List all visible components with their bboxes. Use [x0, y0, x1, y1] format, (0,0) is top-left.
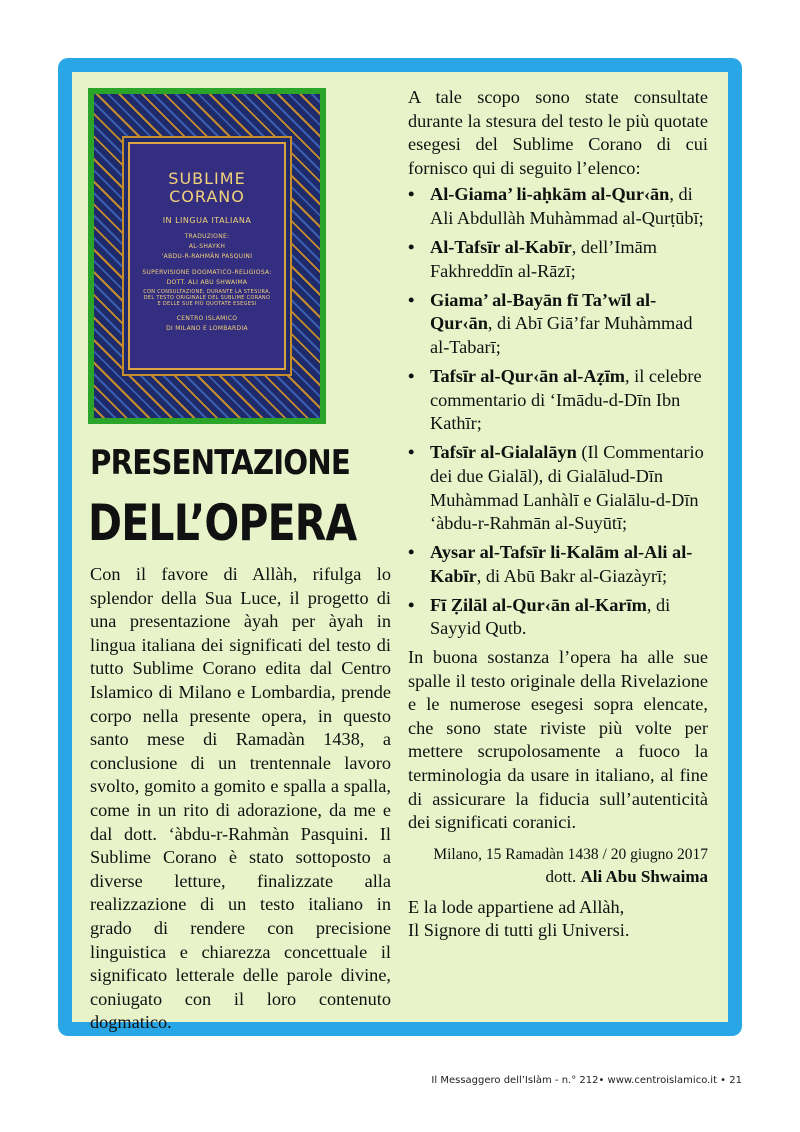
source-title: Al-Tafsīr al-Kabīr	[430, 237, 572, 258]
cover-translator-2: 'ABDU-R-RAHMÂN PASQUINI	[161, 253, 253, 260]
list-item	[408, 365, 708, 436]
heading-line-2: DELL’OPERA	[88, 494, 357, 552]
source-title: Al-Giama’ li-aḥkām al-Qur‹ān	[430, 184, 670, 205]
source-detail: (Il Commentario dei due Gialāl), di Gialālud-Dīn Muhàmmad Lanhàlī e Gialālu-d-Dīn ‘àbdu-r-Rahmān al-Suyūtī;	[430, 442, 704, 534]
bullet: •	[408, 366, 415, 387]
bullet: •	[408, 594, 415, 615]
place-date: Milano, 15 Ramadàn 1438 / 20 giugno 2017	[433, 845, 708, 863]
list-item	[408, 441, 708, 535]
bullet: •	[408, 289, 415, 310]
cover-note-2: DEL TESTO ORIGINALE DEL SUBLIME CORANO	[143, 295, 271, 301]
source-detail: , di Abī Giā’far Muhàmmad al-Tabarī;	[430, 313, 693, 357]
source-detail: , di Sayyid Qutb.	[430, 594, 671, 639]
bullet: •	[408, 442, 415, 463]
cover-translator-1: AL-SHAYKH	[188, 243, 226, 250]
signature	[408, 866, 708, 888]
closing-line-1: E la lode appartiene ad Allàh,	[408, 896, 625, 917]
source-title: Fī Ẓilāl al-Qur‹ān al-Karīm	[430, 594, 647, 615]
cover-translation-label: TRADUZIONE:	[184, 233, 230, 240]
source-detail: , di Abū Bakr al-Giazàyrī;	[476, 565, 668, 586]
conclusion-paragraph: In buona sostanza l’opera ha alle sue spalle il testo originale della Rivelazione e le numerose esegesi sopra elencate, che sono state riviste più volte per mettere scrupolosamente a fuoco la terminologia da usare in italiano, al fine di assicurare la fiducia sull’autenticità dei significati coranici.	[408, 647, 708, 833]
book-cover	[88, 88, 326, 424]
sources-list	[408, 183, 708, 641]
cover-note-3: E DELLE SUE PIÙ QUOTATE ESEGESI	[157, 301, 257, 307]
list-item	[408, 289, 708, 360]
bullet: •	[408, 542, 415, 563]
bullet: •	[408, 184, 415, 205]
cover-publisher-2: DI MILANO E LOMBARDIA	[166, 325, 248, 332]
list-item	[408, 541, 708, 588]
cover-supervision-label: SUPERVISIONE DOGMATICO-RELIGIOSA:	[142, 269, 272, 276]
page-footer: Il Messaggero dell’Islàm - n.° 212• www.centroislamico.it • 21	[431, 1075, 742, 1086]
source-detail: , di Ali Abdullàh Muhàmmad al-Qurṭūbī;	[430, 184, 704, 228]
cover-note-1: CON CONSULTAZIONE, DURANTE LA STESURA,	[143, 289, 271, 295]
cover-title-1: SUBLIME	[168, 169, 246, 188]
cover-publisher-1: CENTRO ISLAMICO	[176, 315, 238, 322]
list-item	[408, 594, 708, 641]
closing-line-2: Il Signore di tutti gli Universi.	[408, 920, 630, 941]
list-item	[408, 183, 708, 230]
heading-line-1: PRESENTAZIONE	[90, 443, 350, 483]
cover-subtitle: IN LINGUA ITALIANA	[162, 216, 252, 225]
source-title: Giama’ al-Bayān fī Ta’wīl al-Qur‹ān	[430, 289, 657, 334]
cover-supervisor: DOTT. ALI ABU SHWAIMA	[166, 279, 248, 286]
cover-title-2: CORANO	[169, 187, 245, 206]
source-detail: , dell’Imām Fakhreddīn al-Rāzī;	[430, 237, 657, 281]
list-item	[408, 236, 708, 283]
source-title: Tafsīr al-Qur‹ān al-Aẓīm	[430, 366, 625, 387]
right-column	[408, 86, 708, 943]
cover-label	[128, 142, 286, 370]
signer-prefix: dott.	[545, 866, 581, 886]
source-detail: , il celebre commentario di ‘Imādu-d-Dīn Ibn Kathīr;	[430, 366, 702, 434]
sources-intro: A tale scopo sono state consultate durante la stesura del testo le più quotate esegesi del Sublime Corano di cui fornisco qui di seguito l’elenco:	[408, 87, 708, 178]
bullet: •	[408, 237, 415, 258]
source-title: Tafsīr al-Gialalāyn	[430, 442, 577, 463]
signer-name: Ali Abu Shwaima	[580, 866, 708, 886]
source-title: Aysar al-Tafsīr li-Kalām al-Ali al-Kabīr	[430, 542, 693, 586]
intro-paragraph: Con il favore di Allàh, rifulga lo splendor della Sua Luce, il progetto di una presentazione àyah per àyah in lingua italiana dei significati del testo di tutto Sublime Corano edita dal Centro Islamico di Milano e Lombardia, prende corpo nella presente opera, in questo santo mese di Ramadàn 1438, a conclusione di un trentennale lavoro svolto, gomito a gomito e spalla a spalla, come in un rito di adorazione, da me e dal dott. ‘àbdu-r-Rahmàn Pasquini. Il Sublime Corano è stato sottoposto a diverse letture, finalizzate alla realizzazione di un testo italiano in grado di rendere con precisione linguistica e chiarezza concettuale il significato letterale delle parole divine, coniugato con il loro contenuto dogmatico.	[90, 564, 391, 1033]
cover-ornament	[94, 94, 320, 418]
